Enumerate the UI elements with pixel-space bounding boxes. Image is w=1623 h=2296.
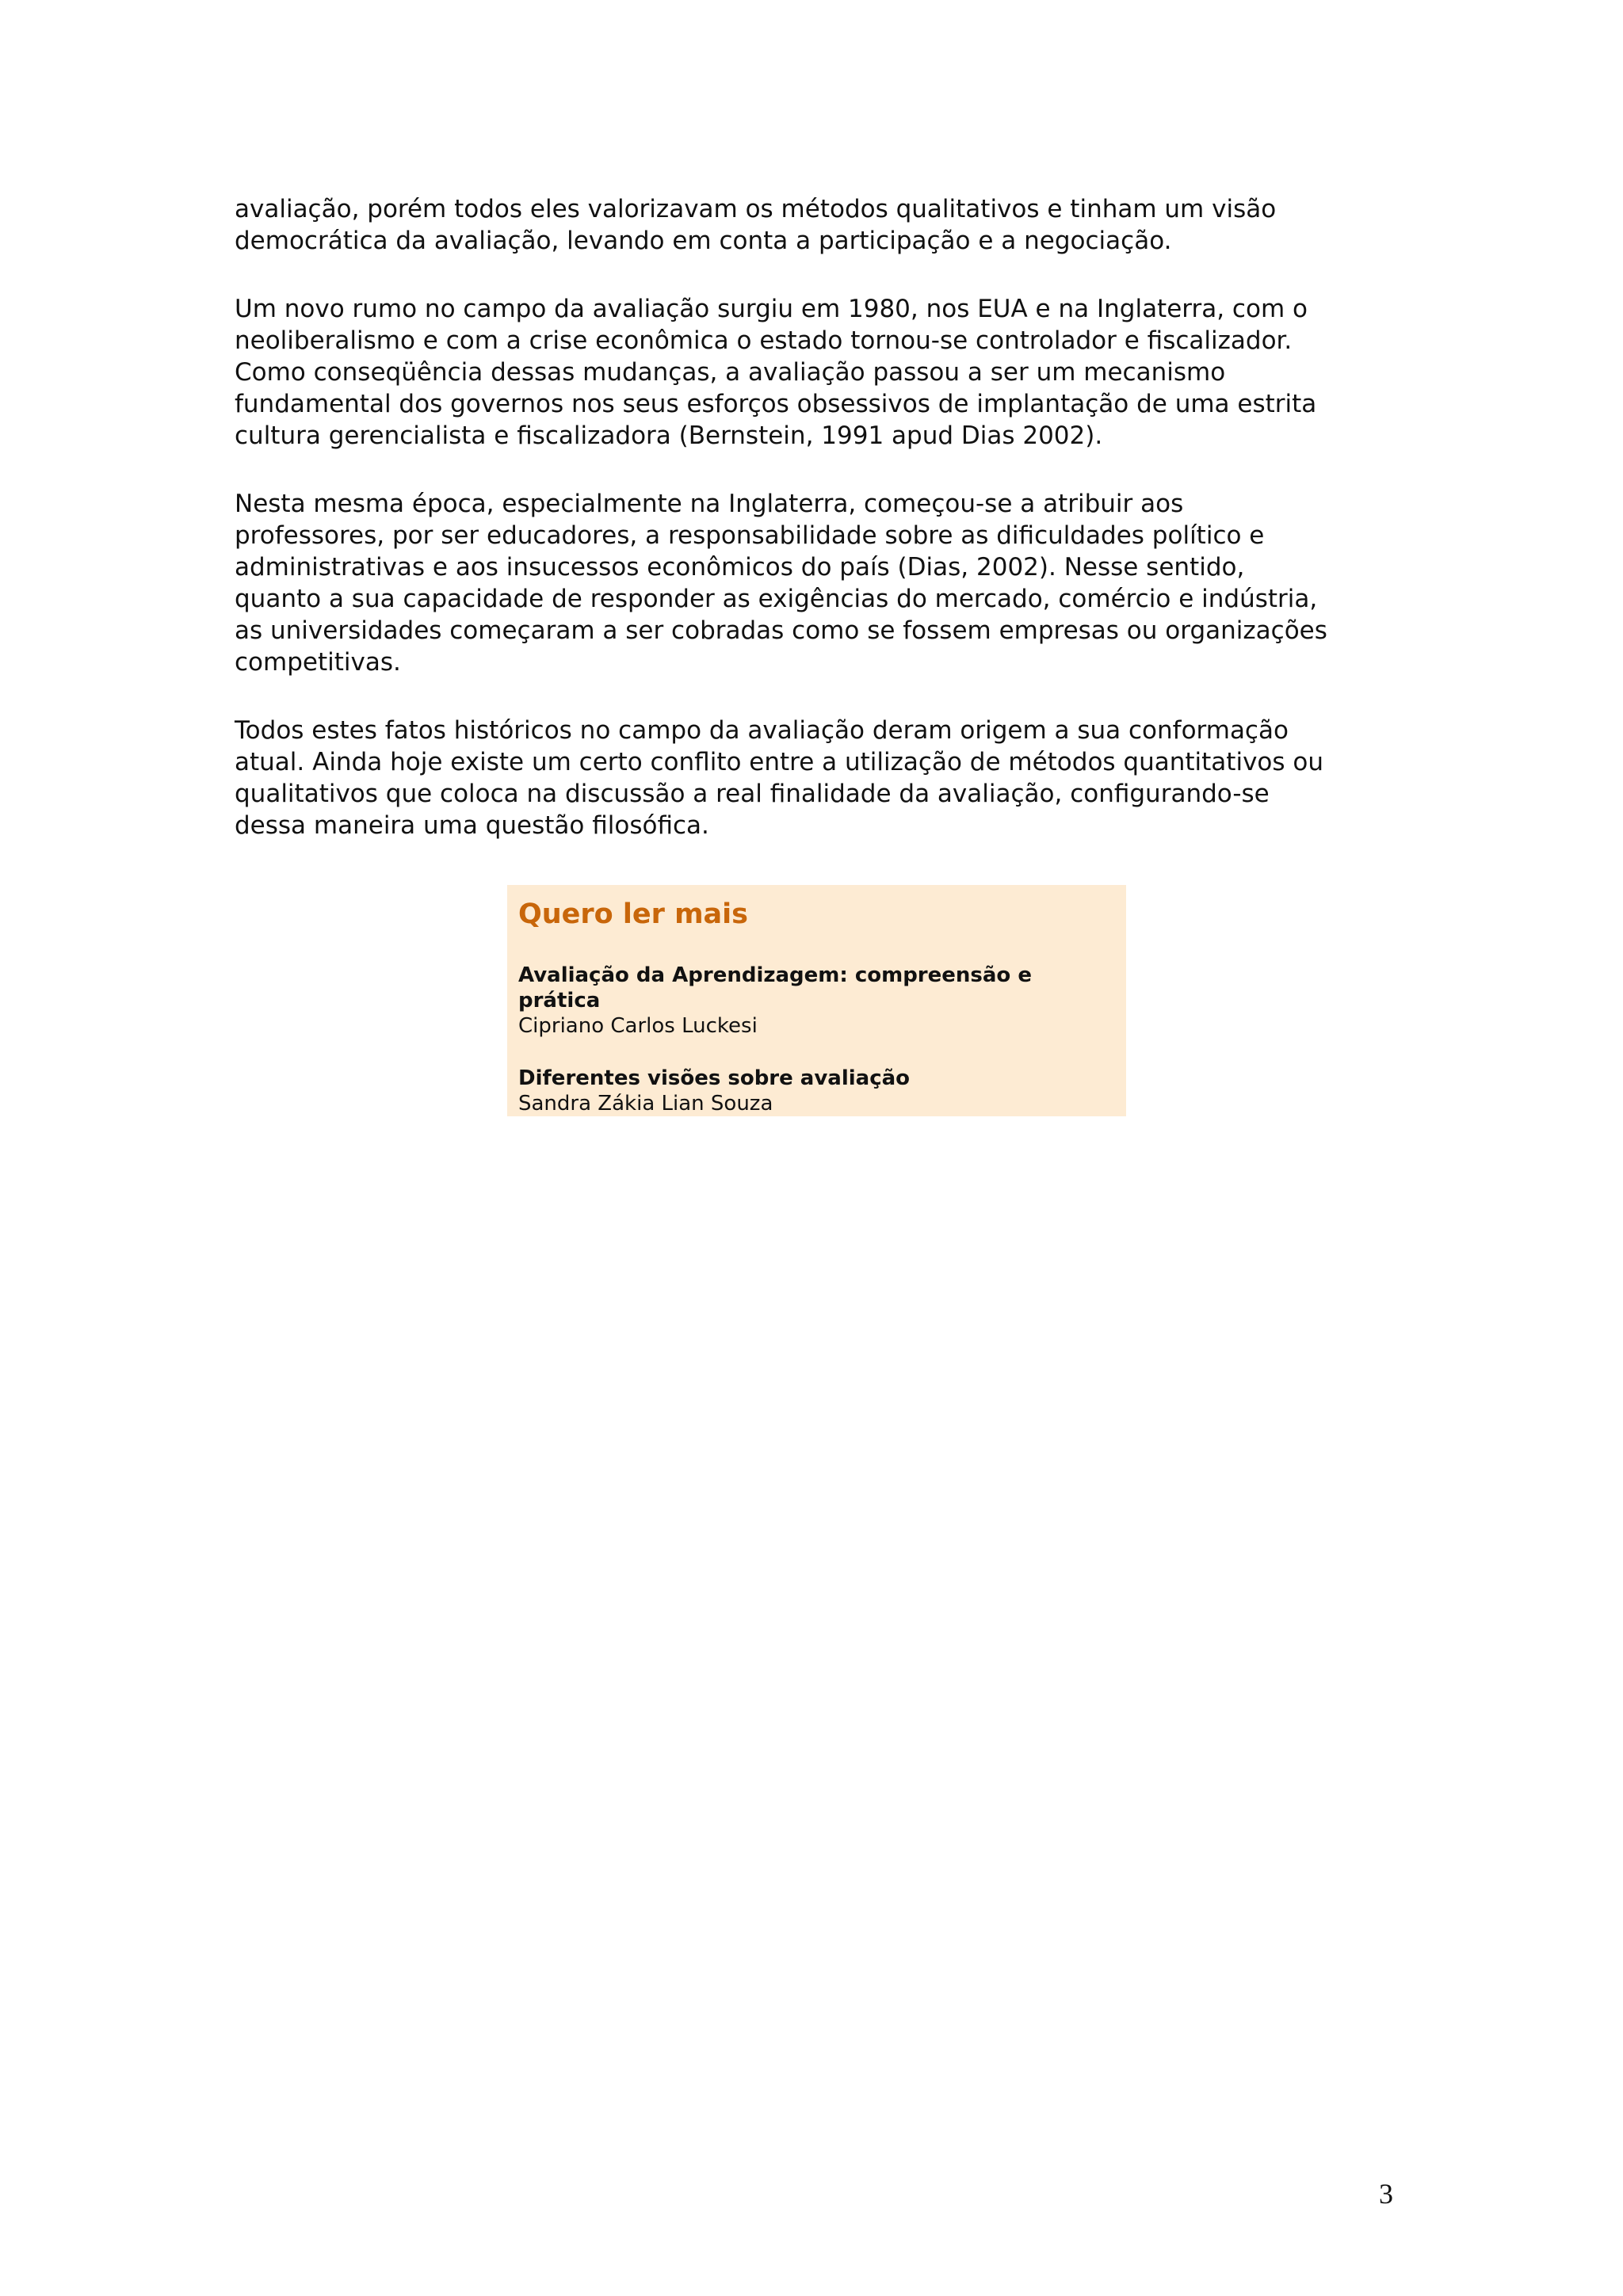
body-text xyxy=(235,193,1400,878)
paragraph-2: Um novo rumo no campo da avaliação surgiu em 1980, nos EUA e na Inglaterra, com o neoliberalismo e com a crise econômica o estado tornou-se controlador e fiscalizador. Como conseqüência dessas mudanças, a avaliação passou a ser um mecanismo fundamental dos governos nos seus esforços obsessivos de implantação de uma estrita cultura gerencialista e fiscalizadora (Bernstein, 1991 apud Dias 2002). xyxy=(235,295,1317,450)
page-number: 3 xyxy=(1379,2178,1393,2210)
book-title: Avaliação da Aprendizagem: compreensão e prática xyxy=(518,963,1032,1013)
further-reading-title: Quero ler mais xyxy=(518,898,748,930)
further-reading-box xyxy=(507,885,1126,1116)
book-entry xyxy=(518,1066,1117,1116)
paragraph-4: Todos estes fatos históricos no campo da avaliação deram origem a sua conformação atual. Ainda hoje existe um certo conflito entre a utilização de métodos quantitativos ou qualitativos que coloca na discussão a real finalidade da avaliação, configurando-se dessa maneira uma questão filosófica. xyxy=(235,716,1324,840)
paragraph-1: avaliação, porém todos eles valorizavam os métodos qualitativos e tinham um visão democrática da avaliação, levando em conta a participação e a negociação. xyxy=(235,195,1277,255)
book-author: Sandra Zákia Lian Souza xyxy=(518,1092,773,1116)
paragraph-3: Nesta mesma época, especialmente na Inglaterra, começou-se a atribuir aos professores, por ser educadores, a responsabilidade sobre as dificuldades político e administrativas e aos insucessos econômicos do país (Dias, 2002). Nesse sentido, quanto a sua capacidade de responder as exigências do mercado, comércio e indústria, as universidades começaram a ser cobradas como se fossem empresas ou organizações competitivas. xyxy=(235,490,1327,677)
book-entry xyxy=(518,963,1117,1039)
book-title: Diferentes visões sobre avaliação xyxy=(518,1066,911,1090)
book-author: Cipriano Carlos Luckesi xyxy=(518,1014,758,1038)
